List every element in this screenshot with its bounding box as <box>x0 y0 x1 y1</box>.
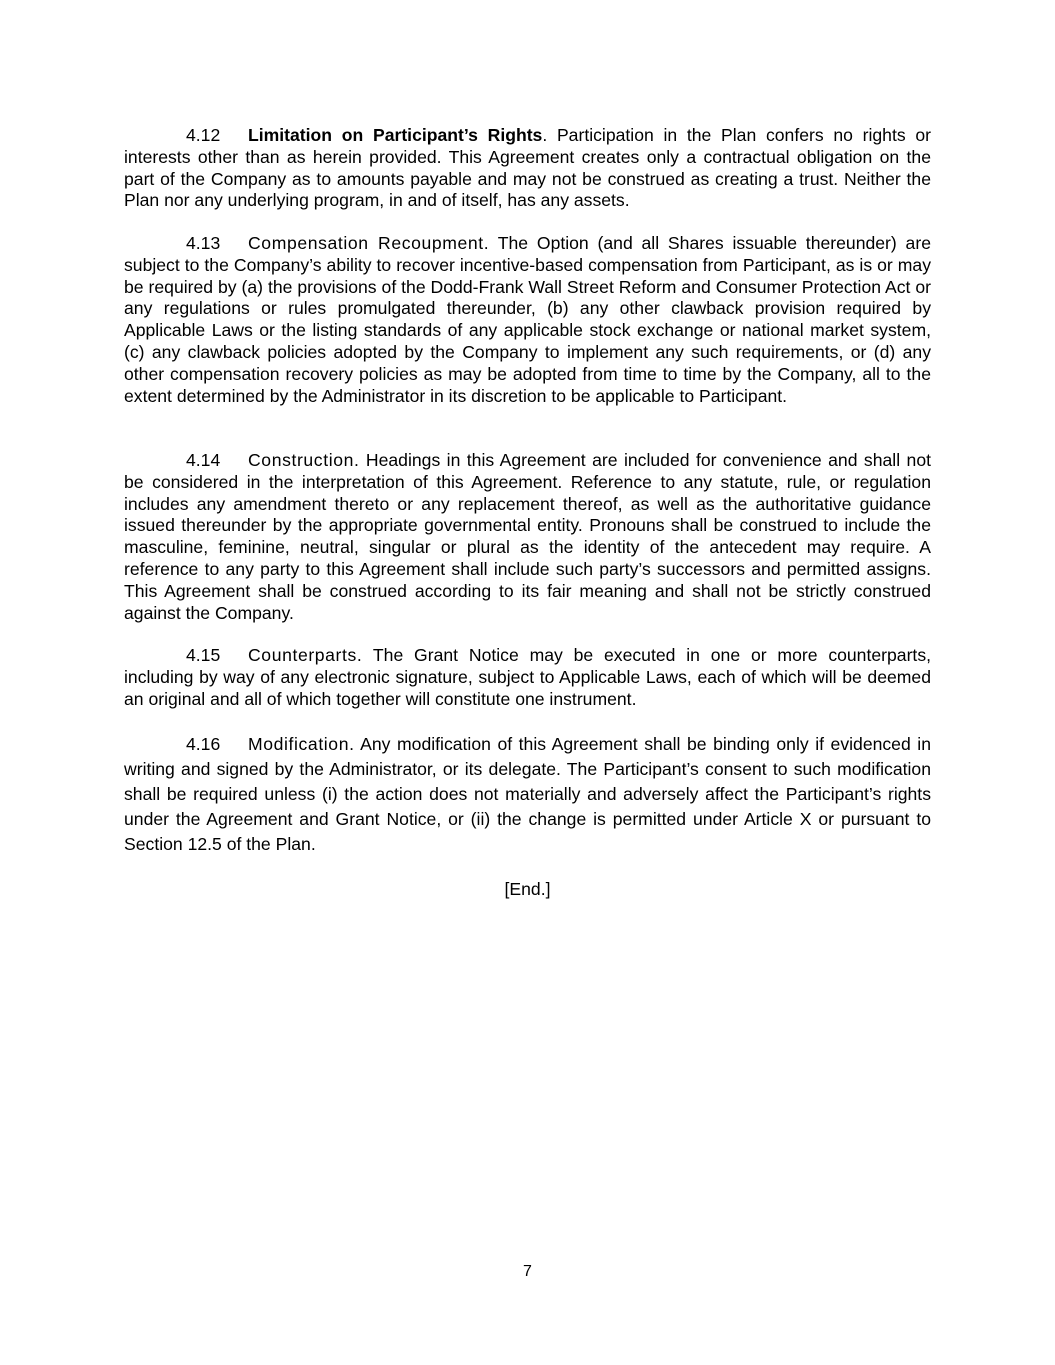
section-heading: Modification. <box>248 734 355 754</box>
section-heading: Limitation on Participant’s Rights <box>248 125 543 145</box>
section-4-13 <box>124 233 931 407</box>
section-4-16 <box>124 732 931 857</box>
section-body: The Grant Notice may be executed in one or more counterparts, including by way of any electronic signature, subject to Applicable Laws, each of which will be deemed an original and all of which together will constitute one instrument. <box>124 645 931 709</box>
end-mark: [End.] <box>504 879 551 899</box>
section-number: 4.13 <box>186 233 221 253</box>
section-4-14 <box>124 450 931 624</box>
section-number: 4.12 <box>186 125 221 145</box>
section-4-12 <box>124 125 931 212</box>
section-number: 4.16 <box>186 734 221 754</box>
section-body: The Option (and all Shares issuable thereunder) are subject to the Company’s ability to recover incentive-based compensation from Participant, as is or may be required by (a) the provisions of the Dodd-Frank Wall Street Reform and Consumer Protection Act or any regulations or rules promulgated thereunder, (b) any other clawback provision required by Applicable Laws or the listing standards of any applicable stock exchange or national market system, (c) any clawback policies adopted by the Company to implement any such requirements, or (d) any other compensation recovery policies as may be adopted from time to time by the Company, all to the extent determined by the Administrator in its discretion to be applicable to Participant. <box>124 233 931 406</box>
section-heading: Compensation Recoupment. <box>248 233 490 253</box>
section-number: 4.15 <box>186 645 221 665</box>
section-heading: Construction. <box>248 450 360 470</box>
section-heading-suffix: . <box>542 125 548 145</box>
section-body: Headings in this Agreement are included for convenience and shall not be considered in the interpretation of this Agreement. Reference to any statute, rule, or regulation includes any amendment thereto or any replacement thereof, as well as the authoritative guidance issued thereunder by the appropriate governmental entity. Pronouns shall be construed to include the masculine, feminine, neutral, singular or plural as the identity of the antecedent may require. A reference to any party to this Agreement shall include such party’s successors and permitted assigns. This Agreement shall be construed according to its fair meaning and shall not be strictly construed against the Company. <box>124 450 931 623</box>
section-heading: Counterparts. <box>248 645 363 665</box>
section-4-15 <box>124 645 931 710</box>
section-body: Participation in the Plan confers no rights or interests other than as herein provided. This Agreement creates only a contractual obligation on the part of the Company as to amounts payable and may not be construed as creating a trust. Neither the Plan nor any underlying program, in and of itself, has any assets. <box>124 125 931 211</box>
section-body: Any modification of this Agreement shall be binding only if evidenced in writing and signed by the Administrator, or its delegate. The Participant’s consent to such modification shall be required unless (i) the action does not materially and adversely affect the Participant’s rights under the Agreement and Grant Notice, or (ii) the change is permitted under Article X or pursuant to Section 12.5 of the Plan. <box>124 734 931 854</box>
section-number: 4.14 <box>186 450 221 470</box>
page-number: 7 <box>523 1263 532 1280</box>
